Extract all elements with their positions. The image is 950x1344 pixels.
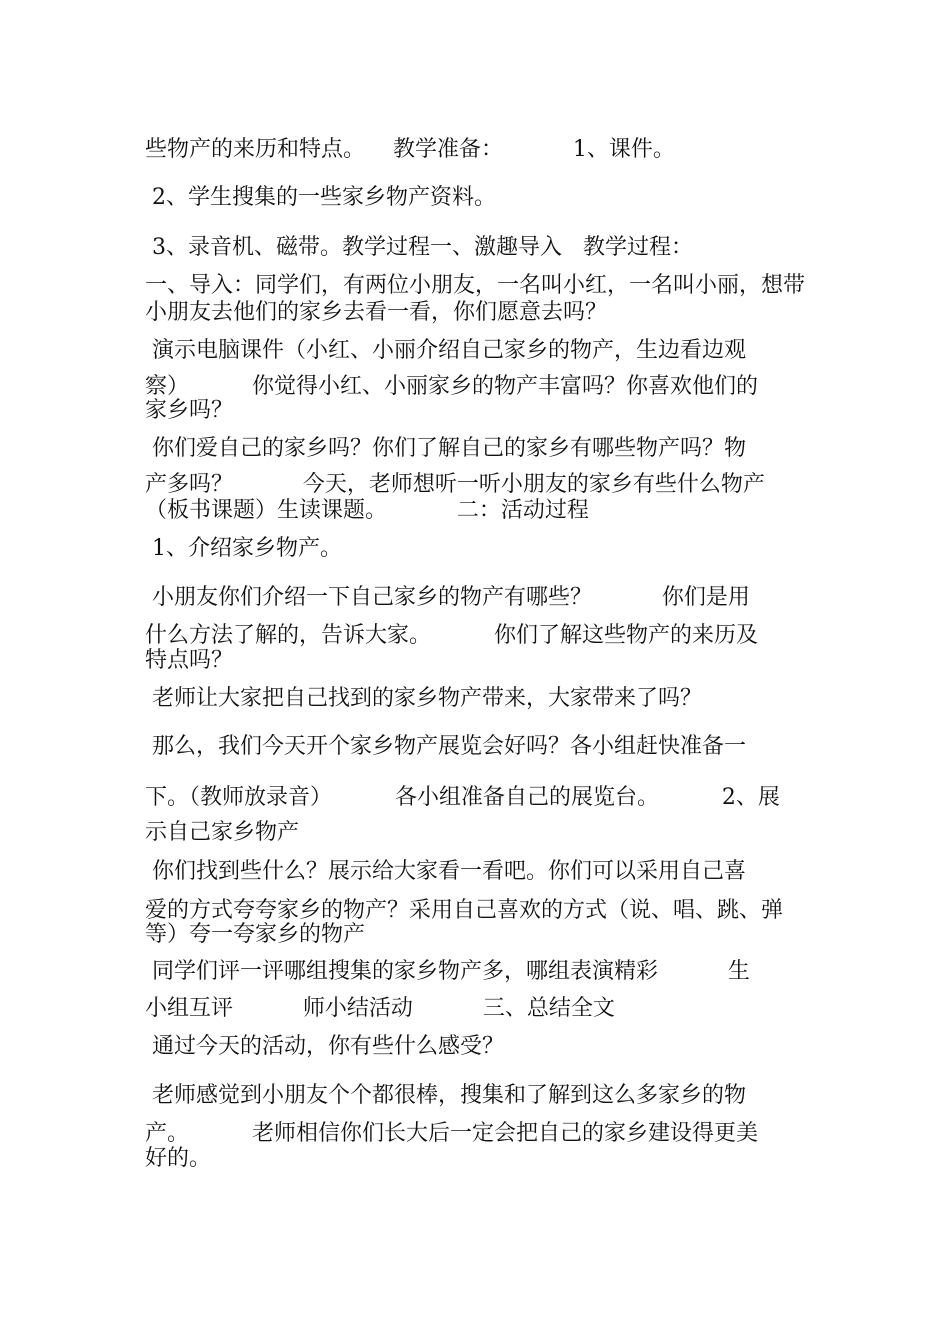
text-line: 察） 你觉得小红、小丽家乡的物产丰富吗？你喜欢他们的 <box>145 374 758 399</box>
text-line: 2、学生搜集的一些家乡物产资料。 <box>145 185 496 210</box>
text-line: 小朋友你们介绍一下自己家乡的物产有哪些？ 你们是用 <box>145 585 750 610</box>
text-line: 老师感觉到小朋友个个都很棒，搜集和了解到这么多家乡的物 <box>145 1083 746 1108</box>
text-line: 你们找到些什么？展示给大家看一看吧。你们可以采用自己喜 <box>145 859 746 884</box>
text-line: 演示电脑课件（小红、小丽介绍自己家乡的物产，生边看边观 <box>145 338 746 363</box>
text-line: 3、录音机、磁带。教学过程一、激趣导入 教学过程： <box>145 235 693 260</box>
text-line: 等）夸一夸家乡的物产 <box>145 922 366 947</box>
text-line: 家乡吗？ <box>145 398 234 423</box>
text-line: 爱的方式夸夸家乡的物产？采用自己喜欢的方式（说、唱、跳、弹 <box>145 898 784 923</box>
text-line: 示自己家乡物产 <box>145 820 300 845</box>
text-line: 什么方法了解的，告诉大家。 你们了解这些物产的来历及 <box>145 623 758 648</box>
text-line: 产多吗？ 今天，老师想听一听小朋友的家乡有些什么物产 <box>145 472 765 497</box>
text-line: 特点吗？ <box>145 648 234 673</box>
text-line: 老师让大家把自己找到的家乡物产带来，大家带来了吗？ <box>145 686 702 711</box>
text-line: 一、导入：同学们，有两位小朋友，一名叫小红，一名叫小丽，想带 <box>145 273 806 298</box>
text-line: 小朋友去他们的家乡去看一看，你们愿意去吗？ <box>145 300 608 325</box>
text-line: （板书课题）生读课题。 二：活动过程 <box>145 498 589 523</box>
text-line: 你们爱自己的家乡吗？你们了解自己的家乡有哪些物产吗？物 <box>145 436 746 461</box>
text-line: 小组互评 师小结活动 三、总结全文 <box>145 996 615 1021</box>
text-line: 好的。 <box>145 1146 212 1171</box>
text-line: 些物产的来历和特点。 教学准备： 1、课件。 <box>145 137 675 162</box>
text-line: 同学们评一评哪组搜集的家乡物产多，哪组表演精彩 生 <box>145 959 750 984</box>
text-line: 通过今天的活动，你有些什么感受？ <box>145 1034 504 1059</box>
text-line: 下。（教师放录音） 各小组准备自己的展览台。 2、展 <box>145 785 780 810</box>
text-line: 产。 老师相信你们长大后一定会把自己的家乡建设得更美 <box>145 1121 758 1146</box>
text-line: 1、介绍家乡物产。 <box>145 536 342 561</box>
text-line: 那么，我们今天开个家乡物产展览会好吗？各小组赶快准备一 <box>145 734 746 759</box>
